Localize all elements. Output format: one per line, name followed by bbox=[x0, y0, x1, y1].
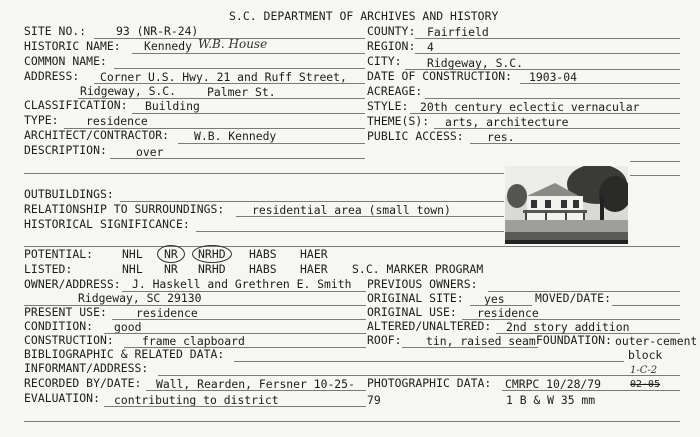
public-access-line bbox=[470, 143, 680, 144]
historic-name-handwritten: W.B. House bbox=[198, 37, 268, 51]
blank-line bbox=[630, 175, 680, 176]
construction-value: frame clapboard bbox=[142, 334, 245, 348]
significance-line bbox=[196, 231, 504, 232]
description-value: over bbox=[136, 145, 164, 159]
historic-name-line bbox=[132, 53, 365, 54]
site-no-label: SITE NO.: bbox=[24, 24, 87, 38]
region-label: REGION: bbox=[367, 39, 416, 53]
blank-line bbox=[24, 173, 504, 174]
present-use-value: residence bbox=[136, 306, 198, 320]
county-label: COUNTY: bbox=[367, 24, 416, 38]
potential-nr: NR bbox=[164, 247, 178, 261]
public-access-value: res. bbox=[487, 130, 515, 144]
historic-name-value: Kennedy bbox=[144, 39, 193, 53]
potential-nr-circle bbox=[157, 245, 185, 263]
type-value: residence bbox=[86, 114, 148, 128]
roof-label: ROOF: bbox=[367, 333, 402, 347]
potential-nrhd-circle bbox=[192, 245, 232, 263]
biblio-label: BIBLIOGRAPHIC & RELATED DATA: bbox=[24, 347, 225, 361]
moved-date-label: MOVED/DATE: bbox=[535, 291, 611, 305]
region-line bbox=[415, 53, 680, 54]
date-construction-line bbox=[520, 83, 680, 84]
recorded-label: RECORDED BY/DATE: bbox=[24, 376, 142, 390]
architect-line bbox=[178, 143, 365, 144]
marker-program-label: S.C. MARKER PROGRAM bbox=[352, 262, 484, 276]
date-construction-label: DATE OF CONSTRUCTION: bbox=[367, 69, 513, 83]
style-value: 20th century eclectic vernacular bbox=[420, 100, 640, 114]
blank-line bbox=[24, 421, 680, 422]
photo-roll-handwritten: 1-C-2 bbox=[630, 365, 658, 376]
style-label: STYLE: bbox=[367, 99, 409, 113]
foundation-value-1: outer-cement bbox=[615, 334, 698, 348]
evaluation-line bbox=[104, 406, 366, 407]
evaluation-label: EVALUATION: bbox=[24, 391, 100, 405]
significance-label: HISTORICAL SIGNIFICANCE: bbox=[24, 217, 190, 231]
architect-value: W.B. Kennedy bbox=[194, 129, 277, 143]
description-line bbox=[110, 158, 365, 159]
foundation-label: FOUNDATION: bbox=[536, 333, 612, 347]
owner-label: OWNER/ADDRESS: bbox=[24, 277, 121, 291]
recorded-line bbox=[146, 390, 366, 391]
description-label: DESCRIPTION: bbox=[24, 143, 107, 157]
potential-habs: HABS bbox=[249, 247, 277, 261]
county-line bbox=[415, 38, 680, 39]
photo-value-2: 1 B & W 35 mm bbox=[506, 393, 596, 407]
construction-label: CONSTRUCTION: bbox=[24, 333, 114, 347]
potential-nhl: NHL bbox=[122, 247, 143, 261]
classification-label: CLASSIFICATION: bbox=[24, 98, 128, 112]
evaluation-value: contributing to district bbox=[114, 393, 279, 407]
relationship-line bbox=[236, 216, 504, 217]
potential-nrhd: NRHD bbox=[198, 247, 226, 261]
listed-label: LISTED: bbox=[24, 262, 73, 276]
address-line2: Ridgeway, S.C. bbox=[80, 84, 177, 98]
themes-value: arts, architecture bbox=[445, 115, 569, 129]
date-construction-value: 1903-04 bbox=[529, 70, 578, 84]
relationship-label: RELATIONSHIP TO SURROUNDINGS: bbox=[24, 202, 225, 216]
house-photograph bbox=[505, 166, 628, 244]
present-use-line bbox=[112, 319, 366, 320]
recorded-value-2: 79 bbox=[367, 393, 381, 407]
altered-label: ALTERED/UNALTERED: bbox=[367, 319, 492, 333]
common-name-label: COMMON NAME: bbox=[24, 54, 107, 68]
house-photo-image bbox=[505, 166, 628, 244]
biblio-line bbox=[234, 361, 624, 362]
foundation-value-2: block bbox=[628, 348, 663, 362]
public-access-label: PUBLIC ACCESS: bbox=[367, 129, 464, 143]
themes-label: THEME(S): bbox=[367, 114, 430, 128]
county-value: Fairfield bbox=[427, 25, 489, 39]
acreage-label: ACREAGE: bbox=[367, 84, 423, 98]
photo-value-1: CMRPC 10/28/79 bbox=[505, 377, 602, 391]
site-no-value: 93 (NR-R-24) bbox=[116, 24, 199, 38]
potential-haer: HAER bbox=[300, 247, 328, 261]
listed-nhl: NHL bbox=[122, 262, 143, 276]
condition-label: CONDITION: bbox=[24, 319, 94, 333]
roof-line bbox=[402, 347, 538, 348]
original-use-label: ORIGINAL USE: bbox=[367, 305, 457, 319]
classification-line bbox=[132, 113, 365, 114]
recorded-value-1: Wall, Rearden, Fersner 10-25- bbox=[156, 377, 355, 391]
previous-owners-label: PREVIOUS OWNERS: bbox=[367, 277, 478, 291]
original-use-value: residence bbox=[477, 306, 539, 320]
photographic-label: PHOTOGRAPHIC DATA: bbox=[367, 376, 492, 390]
blank-line bbox=[630, 161, 680, 162]
roof-value: tin, raised seam bbox=[426, 334, 536, 348]
acreage-line bbox=[425, 98, 680, 99]
card-header: S.C. DEPARTMENT OF ARCHIVES AND HISTORY bbox=[229, 9, 499, 23]
present-use-label: PRESENT USE: bbox=[24, 305, 107, 319]
region-value: 4 bbox=[427, 40, 434, 54]
historic-name-label: HISTORIC NAME: bbox=[24, 39, 121, 53]
architect-label: ARCHITECT/CONTRACTOR: bbox=[24, 128, 170, 142]
condition-value: good bbox=[114, 320, 142, 334]
address-line2b: Palmer St. bbox=[207, 85, 276, 99]
address-label: ADDRESS: bbox=[24, 69, 80, 83]
type-label: TYPE: bbox=[24, 113, 59, 127]
original-site-label: ORIGINAL SITE: bbox=[367, 291, 464, 305]
classification-value: Building bbox=[145, 99, 200, 113]
listed-nr: NR bbox=[164, 262, 178, 276]
photo-roll-old: 02-05 bbox=[630, 379, 661, 390]
moved-date-line bbox=[612, 305, 680, 306]
listed-nrhd: NRHD bbox=[198, 262, 226, 276]
city-label: CITY: bbox=[367, 54, 402, 68]
listed-haer: HAER bbox=[300, 262, 328, 276]
themes-line bbox=[434, 128, 680, 129]
listed-habs: HABS bbox=[249, 262, 277, 276]
altered-value: 2nd story addition bbox=[506, 320, 630, 334]
owner-line2: Ridgeway, SC 29130 bbox=[78, 291, 202, 305]
common-name-line bbox=[114, 68, 365, 69]
style-line bbox=[410, 113, 680, 114]
city-value: Ridgeway, S.C. bbox=[427, 56, 524, 70]
owner-line1: J. Haskell and Grethren E. Smith bbox=[132, 277, 352, 291]
potential-label: POTENTIAL: bbox=[24, 247, 94, 261]
informant-label: INFORMANT/ADDRESS: bbox=[24, 361, 149, 375]
outbuildings-label: OUTBUILDINGS: bbox=[24, 187, 114, 201]
relationship-value: residential area (small town) bbox=[252, 203, 451, 217]
photographic-line bbox=[502, 390, 680, 391]
original-site-value: yes bbox=[484, 292, 505, 306]
address-line1: Corner U.S. Hwy. 21 and Ruff Street, bbox=[100, 70, 347, 84]
